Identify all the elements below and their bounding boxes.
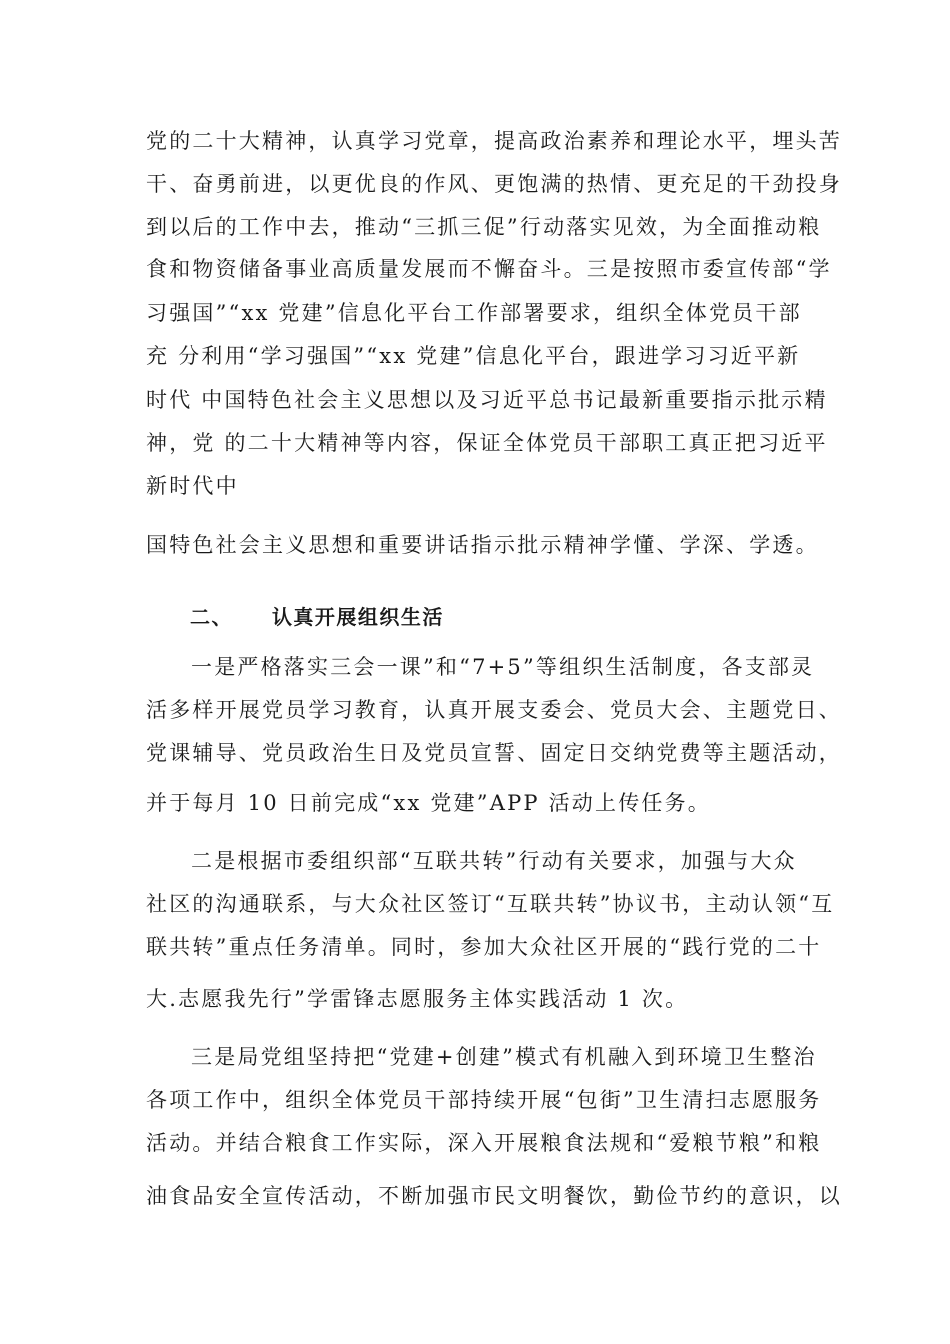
paragraph-line: 国特色社会主义思想和重要讲话指示批示精神学懂、学深、学透。	[146, 533, 819, 557]
paragraph-line: 时代 中国特色社会主义思想以及习近平总书记最新重要指示批示精	[146, 388, 828, 412]
paragraph-line: 二是根据市委组织部“互联共转”行动有关要求，加强与大众	[191, 849, 797, 873]
heading-title: 认真开展组织生活	[271, 605, 444, 629]
paragraph-line: 新时代中	[146, 474, 239, 498]
paragraph-line: 干、奋勇前进，以更优良的作风、更饱满的热情、更充足的干劲投身	[146, 172, 842, 196]
section-heading	[190, 603, 860, 631]
paragraph-4	[146, 847, 835, 1013]
paragraph-1	[146, 127, 842, 500]
paragraph-line: 活动。并结合粮食工作实际，深入开展粮食法规和“爱粮节粮”和粮	[146, 1131, 822, 1155]
paragraph-line: 社区的沟通联系，与大众社区签订“互联共转”协议书，主动认领“互	[146, 892, 835, 916]
paragraph-line: 大.志愿我先行”学雷锋志愿服务主体实践活动 1 次。	[146, 987, 689, 1011]
paragraph-line: 神，党 的二十大精神等内容，保证全体党员干部职工真正把习近平	[146, 431, 828, 455]
heading-number: 二、	[190, 605, 233, 629]
paragraph-line: 一是严格落实三会一课”和“7+5”等组织生活制度，各支部灵	[191, 655, 815, 679]
paragraph-line: 活多样开展党员学习教育，认真开展支委会、党员大会、主题党日、	[146, 698, 842, 722]
paragraph-line: 油食品安全宣传活动，不断加强市民文明餐饮，勤俭节约的意识，以	[146, 1184, 842, 1208]
paragraph-2	[146, 531, 819, 559]
paragraph-line: 联共转”重点任务清单。同时，参加大众社区开展的“践行党的二十	[146, 935, 822, 959]
paragraph-line: 各项工作中，组织全体党员干部持续开展“包街”卫生清扫志愿服务	[146, 1088, 822, 1112]
paragraph-line: 习强国”“xx 党建”信息化平台工作部署要求，组织全体党员干部	[146, 301, 802, 325]
paragraph-line: 党课辅导、党员政治生日及党员宣誓、固定日交纳党费等主题活动，	[146, 741, 842, 765]
paragraph-line: 食和物资储备事业高质量发展而不懈奋斗。三是按照市委宣传部“学	[146, 257, 832, 281]
paragraph-3	[146, 653, 842, 817]
paragraph-line: 到以后的工作中去，推动“三抓三促”行动落实见效，为全面推动粮	[146, 215, 822, 239]
paragraph-line: 充 分利用“学习强国”“xx 党建”信息化平台，跟进学习习近平新	[146, 344, 801, 368]
paragraph-line: 三是局党组坚持把“党建+创建”模式有机融入到环境卫生整治	[191, 1045, 817, 1069]
paragraph-line: 党的二十大精神，认真学习党章，提高政治素养和理论水平，埋头苦	[146, 129, 842, 153]
paragraph-line: 并于每月 10 日前完成“xx 党建”APP 活动上传任务。	[146, 791, 712, 815]
paragraph-5	[146, 1043, 842, 1210]
